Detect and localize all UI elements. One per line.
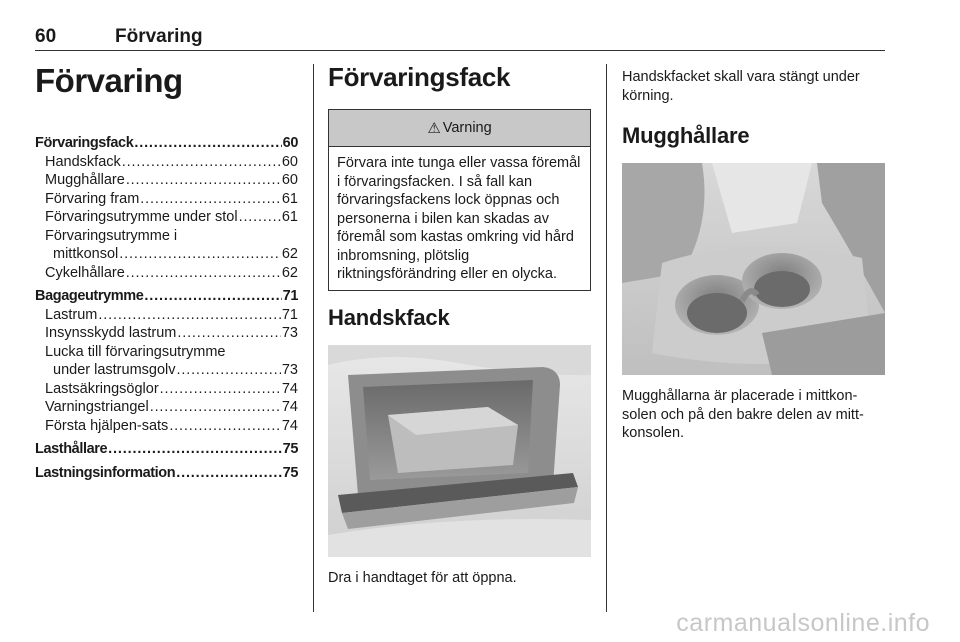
- toc-list: [35, 134, 298, 482]
- toc-leader-dots: [176, 464, 281, 483]
- toc-entry-title: Bagageutrymme: [35, 288, 144, 304]
- toc-entry-title: Cykelhållare: [45, 264, 125, 281]
- glovebox-caption: Dra i handtaget för att öppna.: [328, 569, 517, 586]
- toc-entry[interactable]: [35, 208, 298, 227]
- toc-entry-title: Lastningsinformation: [35, 464, 176, 481]
- toc-entry-page: 71: [282, 288, 298, 304]
- toc-entry[interactable]: [35, 324, 298, 343]
- cupholder-column: [622, 68, 885, 443]
- toc-entry-title: Lucka till förvaringsutrymme: [45, 343, 226, 360]
- toc-entry[interactable]: [35, 227, 298, 246]
- toc-entry-page: 61: [281, 209, 298, 225]
- toc-entry[interactable]: [35, 380, 298, 399]
- toc-entry-page: 73: [281, 325, 298, 341]
- toc-entry[interactable]: [35, 134, 298, 153]
- column-divider: [606, 64, 607, 612]
- toc-entry[interactable]: [35, 343, 298, 362]
- column-divider: [313, 64, 314, 612]
- toc-entry[interactable]: [35, 287, 298, 306]
- toc-entry-title: Lasthållare: [35, 441, 108, 457]
- toc-entry-title: Lastsäkringsöglor: [45, 380, 159, 397]
- section-title: Förvaring: [115, 26, 203, 47]
- toc-entry[interactable]: [35, 417, 298, 436]
- toc-entry-title: Varningstriangel: [45, 399, 149, 415]
- toc-entry-title: Första hjälpen-sats: [45, 417, 169, 434]
- toc-leader-dots: [144, 287, 281, 306]
- toc-leader-dots: [122, 153, 281, 172]
- storage-title: Förvaringsfack: [328, 62, 511, 92]
- toc-entry-title: Insynsskydd lastrum: [45, 325, 177, 341]
- toc-entry-page: 62: [281, 264, 298, 281]
- warning-label: Varning: [442, 120, 492, 136]
- toc-entry-page: 60: [281, 153, 298, 170]
- toc-leader-dots: [140, 190, 281, 209]
- page-header: [35, 26, 885, 51]
- toc-entry-page: 75: [282, 464, 298, 481]
- toc-entry-title: Handskfack: [45, 153, 121, 170]
- toc-entry[interactable]: [35, 306, 298, 325]
- toc-entry-page: 74: [281, 399, 298, 415]
- toc-entry[interactable]: [35, 171, 298, 190]
- toc-entry-title: Lastrum: [45, 306, 98, 323]
- cupholder-photo: [622, 163, 885, 375]
- watermark: carmanualsonline.info: [676, 609, 930, 637]
- toc-entry[interactable]: [35, 264, 298, 283]
- toc-leader-dots: [108, 440, 281, 459]
- cupholder-heading: Mugghållare: [622, 123, 750, 148]
- toc-entry-page: 73: [281, 362, 298, 378]
- warning-box: [328, 109, 591, 291]
- toc-leader-dots: [177, 361, 281, 380]
- toc-leader-dots: [134, 134, 281, 153]
- toc-entry[interactable]: [35, 440, 298, 459]
- toc-entry[interactable]: [35, 245, 298, 264]
- toc-leader-dots: [98, 306, 280, 325]
- toc-leader-dots: [239, 208, 281, 227]
- toc-entry-page: 75: [282, 441, 298, 457]
- toc-entry-title: Förvaringsutrymme under stol: [45, 209, 238, 225]
- warning-triangle-icon: ⚠: [427, 120, 441, 137]
- toc-entry-title: mittkonsol: [53, 246, 119, 262]
- toc-entry[interactable]: [35, 464, 298, 483]
- toc-entry[interactable]: [35, 190, 298, 209]
- page-number: 60: [35, 26, 57, 47]
- toc-entry-title: Förvaringsfack: [35, 135, 134, 151]
- toc-leader-dots: [119, 245, 281, 264]
- toc-entry-title: Förvaringsutrymme i: [45, 227, 178, 244]
- toc-title: Förvaring: [35, 62, 183, 99]
- toc-leader-dots: [177, 324, 281, 343]
- toc-column: [35, 62, 298, 482]
- toc-leader-dots: [169, 417, 281, 436]
- glovebox-photo: [328, 345, 591, 557]
- toc-entry-page: 60: [281, 172, 298, 188]
- toc-leader-dots: [150, 398, 281, 417]
- toc-entry-page: 60: [282, 135, 298, 151]
- toc-leader-dots: [126, 264, 281, 283]
- warning-text: Förvara inte tunga eller vassa föremål i förvaringsfacken. I så fall kan förvaringsfackens lock öppnas och personerna i bilen kan skadas av föremål som kastas omkring vid hård inbromsning, plötslig riktningsförändring eller en olycka.: [337, 155, 581, 282]
- cupholder-text: Mugghållarna är placerade i mittkon-solen och på den bakre delen av mitt-konsolen.: [622, 388, 864, 441]
- toc-leader-dots: [126, 171, 281, 190]
- toc-entry-page: 71: [281, 306, 298, 323]
- storage-column: [328, 62, 591, 587]
- toc-entry-page: 74: [281, 417, 298, 434]
- toc-leader-dots: [160, 380, 281, 399]
- toc-entry[interactable]: [35, 361, 298, 380]
- toc-entry-title: under lastrumsgolv: [53, 362, 176, 378]
- toc-entry[interactable]: [35, 398, 298, 417]
- warning-header: [329, 110, 590, 147]
- toc-entry-page: 62: [281, 246, 298, 262]
- toc-entry-title: Förvaring fram: [45, 190, 140, 207]
- glovebox-note: Handskfacket skall vara stängt under körning.: [622, 69, 860, 104]
- toc-entry[interactable]: [35, 153, 298, 172]
- glovebox-heading: Handskfack: [328, 304, 450, 330]
- toc-entry-title: Mugghållare: [45, 172, 125, 188]
- toc-entry-page: 74: [281, 380, 298, 397]
- toc-entry-page: 61: [281, 190, 298, 207]
